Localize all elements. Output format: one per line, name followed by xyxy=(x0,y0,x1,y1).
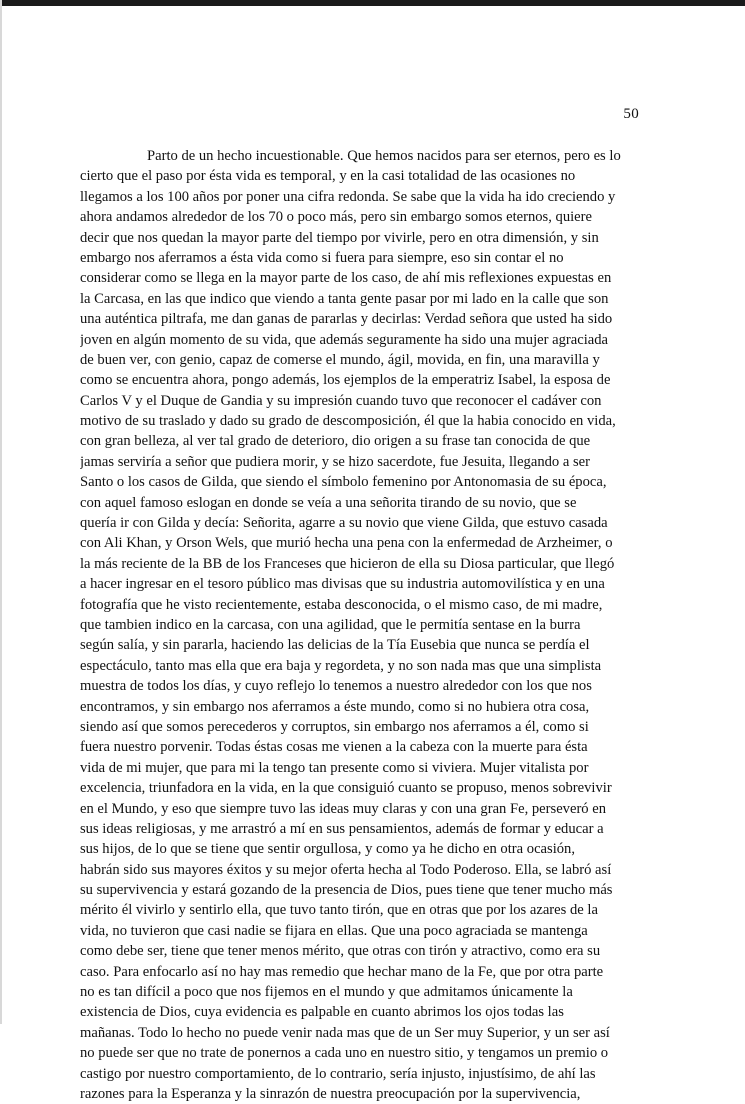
text-line: mañanas. Todo lo hecho no puede venir nada mas que de un Ser muy Superior, y un ser así xyxy=(80,1024,610,1041)
text-line: mérito él vivirlo y sentirlo ella, que tuvo tanto tirón, que en otras que por los azares de la xyxy=(80,902,598,919)
text-line: sus ideas religiosas, y me arrastró a mí en sus pensamientos, además de formar y educar a xyxy=(80,820,604,837)
text-line: con Ali Khan, y Orson Wels, que murió hecha una pena con la enfermedad de Arzheimer, o xyxy=(80,535,613,552)
text-line: habrán sido sus mayores éxitos y su mejor oferta hecha al Todo Poderoso. Ella, se labró así xyxy=(80,861,612,878)
text-line: vida, no tuvieron que casi nadie se fijara en ellas. Que una poco agraciada se mantenga xyxy=(80,922,588,939)
text-line: no puede ser que no trate de ponernos a cada uno en nuestro sitio, y tengamos un premio o xyxy=(80,1045,609,1062)
text-line: con gran belleza, al ver tal grado de deterioro, dio origen a su frase tan conocida de que xyxy=(80,433,591,450)
text-line: según salía, y sin pararla, haciendo las delicias de la Tía Eusebia que nunca se perdía el xyxy=(80,637,590,654)
text-line: su supervivencia y estará gozando de la presencia de Dios, pues tiene que tener mucho más xyxy=(80,882,613,899)
text-line: Carlos V y el Duque de Gandia y su impresión cuando tuvo que reconocer el cadáver con xyxy=(80,392,602,409)
scan-left-edge xyxy=(0,0,2,1024)
text-line: una auténtica piltrafa, me dan ganas de pararlas y decirlas: Verdad señora que usted ha sido xyxy=(80,311,613,328)
text-line: considerar como se llega en la mayor parte de los caso, de ahí mis reflexiones expuestas en xyxy=(80,270,612,287)
text-line: como se encuentra ahora, pongo además, los ejemplos de la emperatriz Isabel, la esposa de xyxy=(80,372,611,389)
text-line: de buen ver, con genio, capaz de comerse el mundo, ágil, movida, en fin, una maravilla y xyxy=(80,351,600,368)
text-line: fotografía que he visto recientemente, estaba desconocida, o el mismo caso, de mi madre, xyxy=(80,596,603,613)
text-line: joven en algún momento de su vida, que además seguramente ha sido una mujer agraciada xyxy=(80,331,609,348)
text-line: que tambien indico en la carcasa, con una agilidad, que le permitía sentase en la burra xyxy=(80,616,581,633)
text-line: decir que nos quedan la mayor parte del tiempo por vivirle, pero en otra dimensión, y sin xyxy=(80,229,599,246)
scan-top-border xyxy=(0,0,745,6)
text-line: razones para la Esperanza y la sinrazón de nuestra preocupación por la supervivencia, xyxy=(80,1085,581,1102)
text-line: excelencia, triunfadora en la vida, en la que consiguió cuanto se propuso, menos sobrevivir xyxy=(80,780,612,797)
text-line: caso. Para enfocarlo así no hay mas remedio que hechar mano de la Fe, que por otra parte xyxy=(80,963,604,980)
page-number: 50 xyxy=(623,106,639,122)
body-text xyxy=(80,146,650,1104)
text-line: en el Mundo, y eso que siempre tuvo las ideas muy claras y con una gran Fe, perseveró en xyxy=(80,800,607,817)
text-line: muestra de todos los días, y cuyo reflejo lo tenemos a nuestro alrededor con los que nos xyxy=(80,678,592,695)
text-line: embargo nos aferramos a ésta vida como si fuera para siempre, eso sin contar el no xyxy=(80,249,564,266)
text-line: llegamos a los 100 años por poner una cifra redonda. Se sabe que la vida ha ido creciendo y xyxy=(80,188,616,205)
text-line: jamas serviría a señor que pudiera morir, y se hizo sacerdote, fue Jesuita, llegando a ser xyxy=(80,453,591,470)
text-line: siendo así que somos perecederos y corruptos, sin embargo nos aferramos a él, como si xyxy=(80,718,589,735)
text-line: existencia de Dios, cuya evidencia es palpable en cuanto abrimos los ojos todas las xyxy=(80,1004,564,1021)
text-line: fuera nuestro porvenir. Todas éstas cosas me vienen a la cabeza con la muerte para ésta xyxy=(80,739,588,756)
text-line: Parto de un hecho incuestionable. Que hemos nacidos para ser eternos, pero es lo xyxy=(147,148,621,164)
text-line: Santo o los casos de Gilda, que siendo el símbolo femenino por Antonomasia de su época, xyxy=(80,474,607,491)
text-line: castigo por nuestro comportamiento, de lo contrario, sería injusto, injustísimo, de ahí las xyxy=(80,1065,596,1082)
text-line: vida de mi mujer, que para mi la tengo tan presente como si viviera. Mujer vitalista por xyxy=(80,759,589,776)
text-line: motivo de su traslado y dado su grado de descomposición, él que la habia conocido en vida, xyxy=(80,413,616,430)
text-line: quería ir con Gilda y decía: Señorita, agarre a su novio que viene Gilda, que estuvo casada xyxy=(80,515,608,532)
text-line: la Carcasa, en las que indico que viendo a tanta gente pasar por mi lado en la calle que son xyxy=(80,290,609,307)
text-line: espectáculo, tanto mas ella que era baja y regordeta, y no son nada mas que una simplista xyxy=(80,657,602,674)
text-line: cierto que el paso por ésta vida es temporal, y en la casi totalidad de las ocasiones no xyxy=(80,168,576,185)
text-line: ahora andamos alrededor de los 70 o poco más, pero sin embargo somos eternos, quiere xyxy=(80,209,592,226)
text-line: no es tan difícil a poco que nos fijemos en el mundo y que admitamos únicamente la xyxy=(80,984,573,1001)
text-line: sus hijos, de lo que se tiene que sentir orgullosa, y como ya he dicho en otra ocasión, xyxy=(80,841,575,858)
text-line: encontramos, y sin embargo nos aferramos a éste mundo, como si no hubiera otra cosa, xyxy=(80,698,590,715)
text-line: la más reciente de la BB de los Franceses que hicieron de ella su Diosa particular, que llegó xyxy=(80,555,615,572)
text-line: con aquel famoso eslogan en donde se veía a una señorita tirando de su novio, que se xyxy=(80,494,577,511)
text-line: a hacer ingresar en el tesoro público mas divisas que su industria automovilística y en una xyxy=(80,576,605,593)
text-line: como debe ser, tiene que tener menos mérito, que otras con tirón y atractivo, como era su xyxy=(80,943,601,960)
